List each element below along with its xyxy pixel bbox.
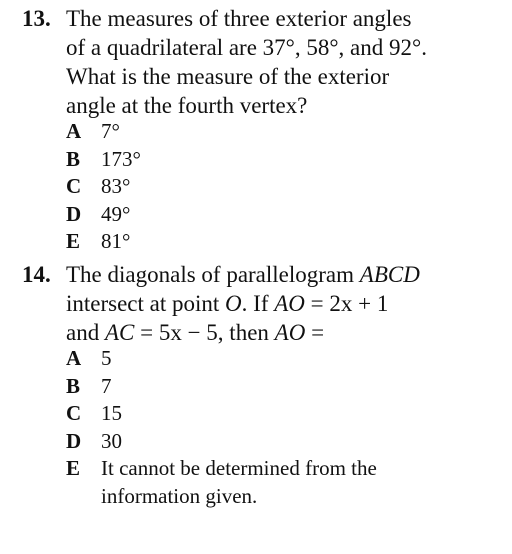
choice-a[interactable] [66, 118, 506, 146]
choice-e[interactable] [66, 228, 506, 256]
stem-text: . If [241, 291, 275, 316]
choice-b[interactable] [66, 373, 506, 401]
choice-e[interactable] [66, 455, 506, 511]
choice-text: 81° [101, 229, 131, 254]
choice-letter: E [66, 229, 81, 254]
choice-text-line: It cannot be determined from the [101, 456, 377, 481]
answer-choices [66, 118, 506, 256]
choice-text: 83° [101, 174, 131, 199]
question-stem [66, 260, 420, 347]
choice-letter: C [66, 174, 82, 199]
choice-a[interactable] [66, 345, 506, 373]
question-number: 13. [22, 6, 51, 31]
math-variable: AC [104, 320, 135, 345]
choice-text: 7 [101, 373, 112, 398]
stem-text: = 2x + 1 [304, 291, 389, 316]
choice-text: 30 [101, 428, 122, 453]
math-variable: O [225, 291, 242, 316]
stem-line: What is the measure of the exterior [66, 64, 390, 89]
stem-text: = [305, 320, 325, 345]
choice-text [101, 455, 377, 510]
choice-text: 173° [101, 146, 141, 171]
choice-text: 5 [101, 346, 112, 370]
stem-line: The measures of three exterior angles [66, 6, 412, 31]
stem-line [66, 260, 420, 289]
choice-text-line: information given. [101, 483, 258, 508]
answer-choices [66, 345, 506, 511]
math-variable: ABCD [359, 262, 420, 287]
choice-letter: E [66, 456, 81, 481]
math-variable: AO [274, 320, 306, 345]
choice-b[interactable] [66, 146, 506, 174]
choice-text: 15 [101, 401, 122, 426]
choice-letter: A [66, 346, 82, 370]
choice-d[interactable] [66, 201, 506, 229]
stem-text: intersect at point [66, 291, 226, 316]
stem-line: of a quadrilateral are 37°, 58°, and 92°. [66, 35, 427, 60]
choice-text: 7° [101, 119, 120, 143]
question-stem [66, 4, 427, 120]
choice-text: 49° [101, 201, 131, 226]
math-variable: AO [274, 291, 305, 316]
choice-letter: D [66, 201, 82, 226]
choice-d[interactable] [66, 428, 506, 456]
choice-letter: B [66, 373, 81, 398]
stem-text: = 5x − 5, then [134, 320, 275, 345]
choice-letter: C [66, 401, 82, 426]
choice-letter: A [66, 119, 82, 143]
choice-c[interactable] [66, 400, 506, 428]
stem-text: The diagonals of parallelogram [66, 262, 360, 287]
stem-line: angle at the fourth vertex? [66, 93, 308, 118]
choice-letter: D [66, 428, 82, 453]
choice-c[interactable] [66, 173, 506, 201]
stem-text: and [66, 320, 105, 345]
question-number: 14. [22, 262, 51, 287]
stem-line [66, 318, 420, 347]
stem-line [66, 289, 420, 318]
choice-letter: B [66, 146, 81, 171]
